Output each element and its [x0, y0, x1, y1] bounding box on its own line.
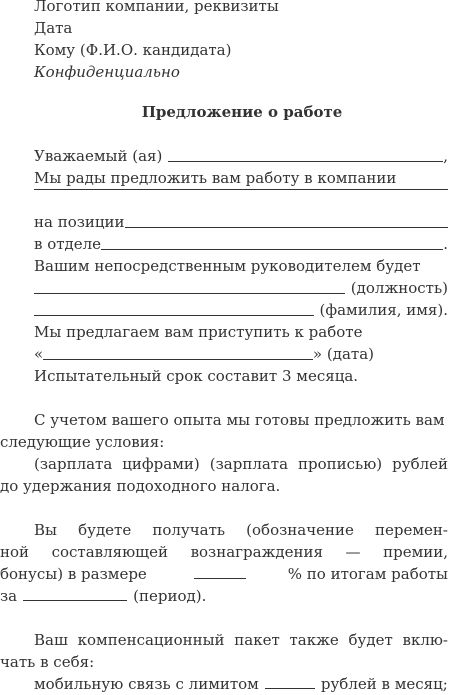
department-line: [34, 233, 448, 255]
bonus-line-1: Вы будете получать (обозначение перемен-: [34, 521, 448, 539]
greeting-line: [34, 145, 448, 167]
manager-name-label: (фамилия, имя).: [319, 301, 448, 319]
blank-manager-position: [34, 293, 345, 294]
department-period: .: [443, 235, 448, 253]
blank-company: [34, 189, 448, 190]
bonus-line-3: [0, 563, 448, 585]
start-line: Мы предлагаем вам приступить к работе: [34, 323, 363, 341]
manager-line: Вашим непосредственным руководителем будет: [34, 257, 421, 275]
blank-mobile-limit: [265, 688, 315, 689]
start-date-line: [34, 343, 374, 365]
bonus-period-prefix: за: [0, 587, 18, 605]
bonus-line-4: [0, 585, 450, 607]
manager-position-line: [34, 277, 448, 299]
bonus-period-label: (период).: [133, 587, 207, 605]
company-blank-line: [34, 189, 448, 195]
manager-name-line: [34, 299, 448, 321]
manager-position-label: (должность): [350, 279, 448, 297]
mobile-unit: рублей в месяц;: [320, 675, 448, 693]
blank-name: [168, 161, 443, 162]
greeting-comma: ,: [443, 147, 448, 165]
blank-bonus-percent: [194, 578, 246, 579]
blank-start-date: [43, 359, 313, 360]
probation-line: Испытательный срок составит 3 месяца.: [34, 367, 359, 385]
header-company: Логотип компании, реквизиты: [34, 0, 279, 15]
salary-line-1: (зарплата цифрами) (зарплата прописью) рублей: [34, 455, 448, 473]
compensation-line-1: Ваш компенсационный пакет также будет вклю-: [34, 631, 448, 649]
header-date: Дата: [34, 19, 73, 37]
mobile-label: мобильную связь с лимитом: [34, 675, 259, 693]
header-recipient: Кому (Ф.И.О. кандидата): [34, 41, 232, 59]
position-line: [34, 211, 448, 233]
mobile-line: [34, 673, 448, 695]
start-date-label: » (дата): [312, 345, 374, 363]
bonus-percent-label: % по итогам работы: [287, 565, 448, 583]
bonus-line-2: ной составляющей вознаграждения — премии,: [0, 543, 448, 561]
blank-manager-name: [34, 315, 314, 316]
salary-line-2: до удержания подоходного налога.: [0, 477, 281, 495]
experience-line-1: С учетом вашего опыта мы готовы предложить вам: [34, 411, 445, 429]
position-label: на позиции: [34, 213, 125, 231]
greeting-text: Уважаемый (ая): [34, 147, 163, 165]
experience-line-2: следующие условия:: [0, 433, 165, 451]
start-quote-open: «: [34, 345, 44, 363]
blank-department: [101, 249, 443, 250]
blank-position: [125, 227, 448, 228]
blank-bonus-period: [23, 600, 127, 601]
offer-line: Мы рады предложить вам работу в компании: [34, 169, 397, 187]
department-label: в отделе: [34, 235, 102, 253]
compensation-line-2: чать в себя:: [0, 653, 95, 671]
document-title: Предложение о работе: [141, 103, 343, 121]
bonus-amount-label: бонусы) в размере: [0, 565, 147, 583]
header-confidential: Конфиденциально: [34, 63, 180, 81]
